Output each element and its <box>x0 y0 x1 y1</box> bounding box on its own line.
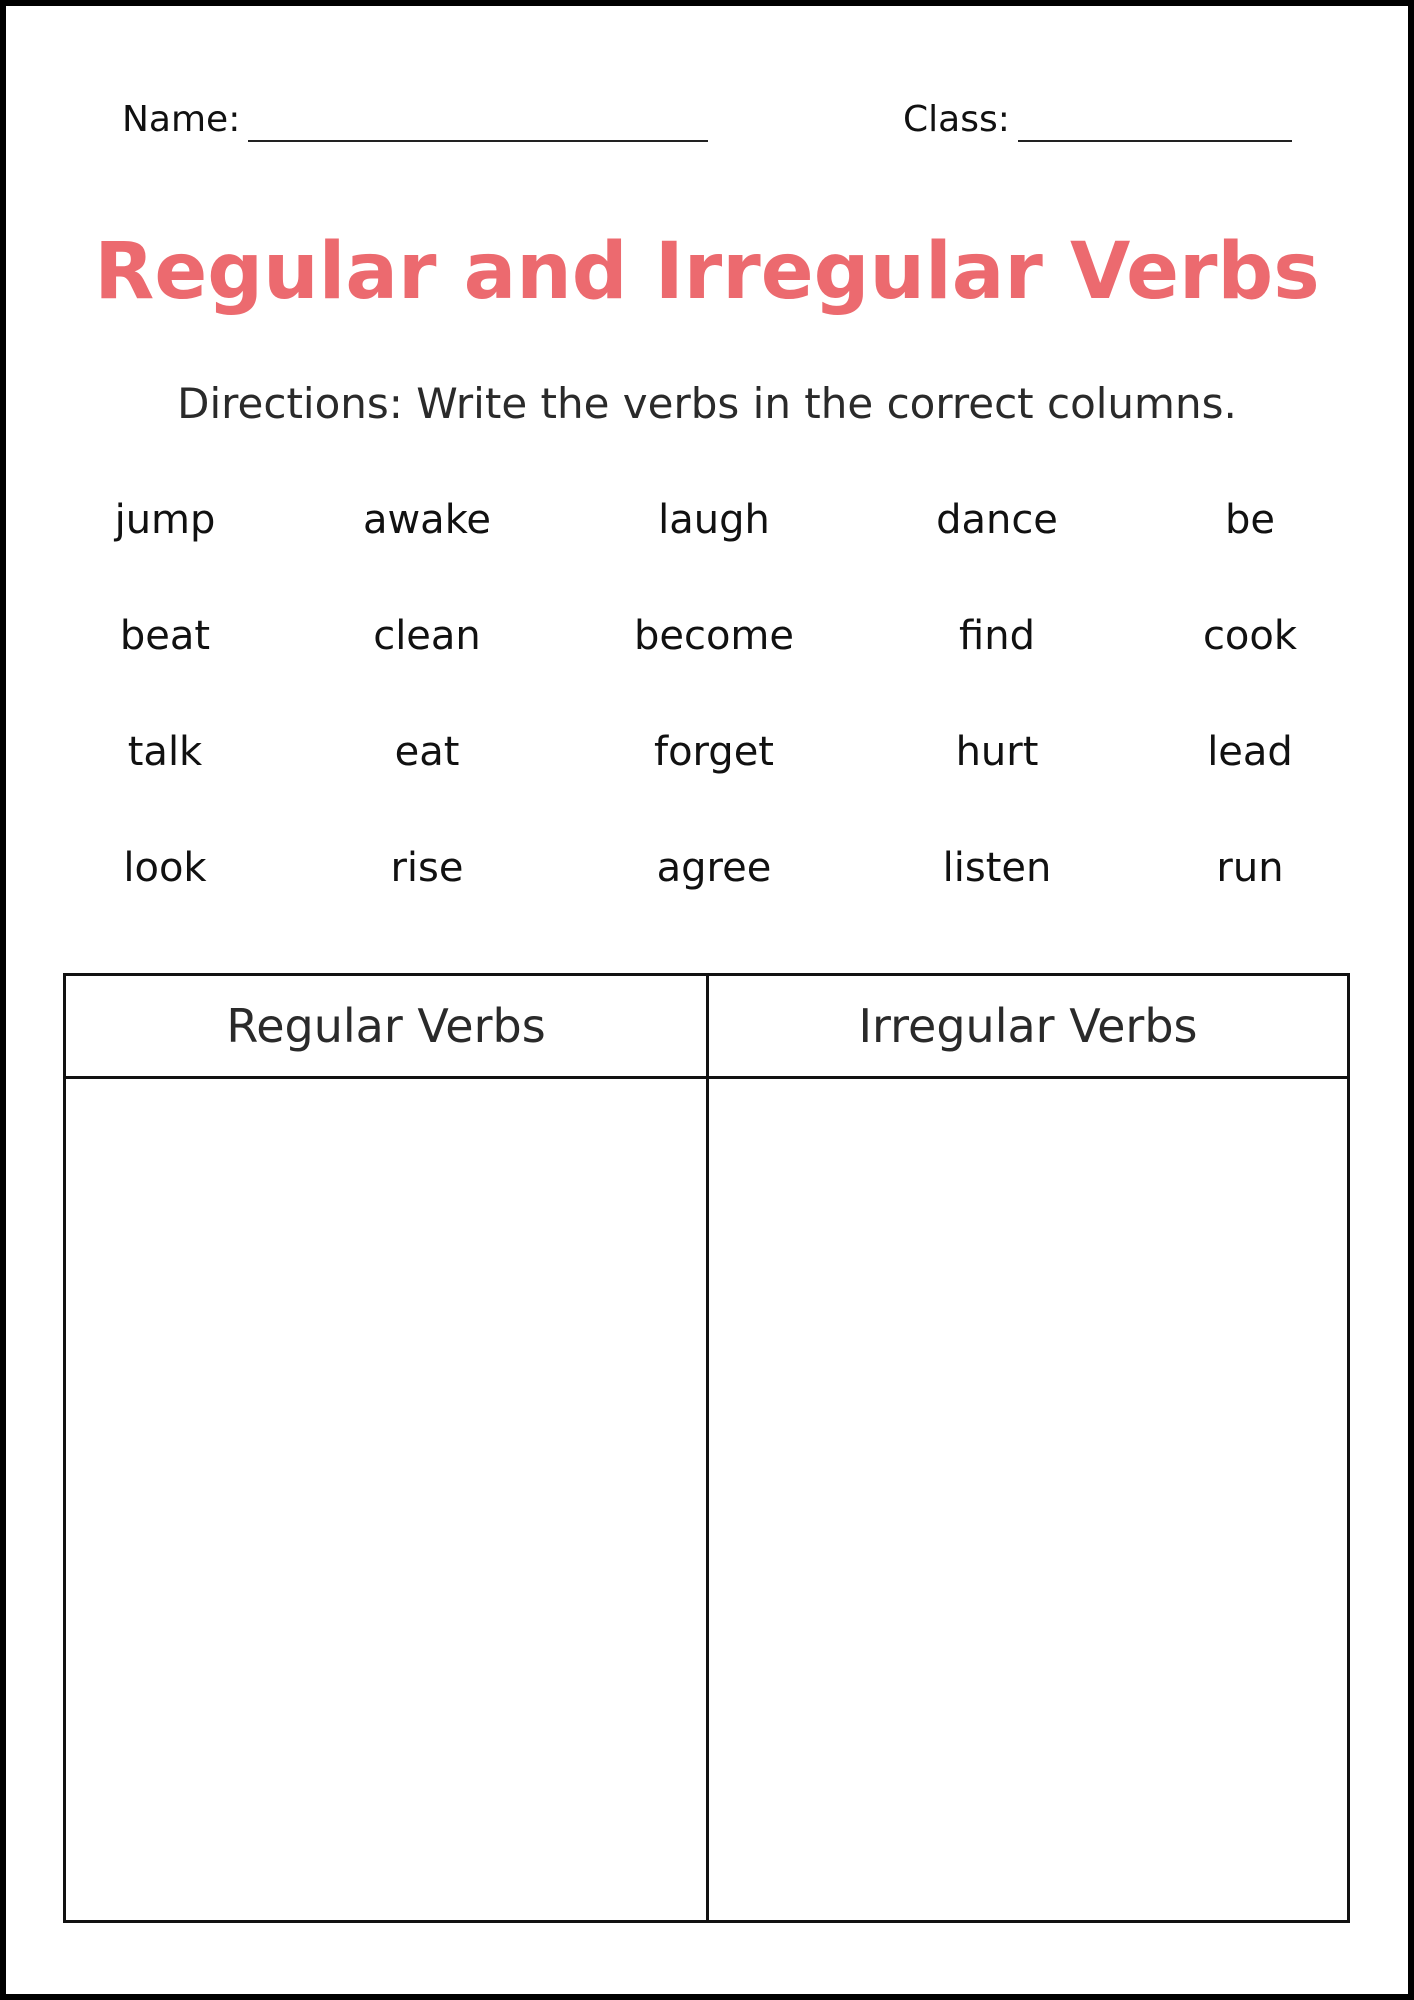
word-bank-item: awake <box>362 497 492 543</box>
name-input-line[interactable] <box>248 100 708 142</box>
class-label: Class: <box>903 99 1010 140</box>
word-bank-item: talk <box>127 729 203 775</box>
directions-text: Directions: Write the verbs in the correct columns. <box>177 379 1237 428</box>
regular-verbs-header: Regular Verbs <box>226 999 546 1053</box>
word-bank-item: rise <box>390 845 464 891</box>
irregular-verbs-writing-area[interactable] <box>709 1079 1347 1920</box>
word-bank-item: hurt <box>955 729 1039 775</box>
word-bank-item: be <box>1225 497 1275 543</box>
worksheet-title: Regular and Irregular Verbs <box>94 227 1320 317</box>
word-bank-item: find <box>959 613 1035 659</box>
word-bank-item: lead <box>1207 729 1293 775</box>
word-bank-item: become <box>633 613 795 659</box>
name-label: Name: <box>122 99 241 140</box>
irregular-verbs-header: Irregular Verbs <box>858 999 1198 1053</box>
sorting-table <box>63 973 1350 1923</box>
word-bank-item: dance <box>936 497 1058 543</box>
word-bank-item: listen <box>942 845 1052 891</box>
word-bank-item: agree <box>656 845 772 891</box>
word-bank-item: laugh <box>658 497 770 543</box>
name-field[interactable] <box>122 88 708 142</box>
word-bank-item: beat <box>119 613 211 659</box>
regular-verbs-writing-area[interactable] <box>66 1079 706 1920</box>
word-bank-item: look <box>123 845 207 891</box>
word-bank-item: run <box>1216 845 1284 891</box>
word-bank <box>0 490 1414 954</box>
word-bank-item: eat <box>394 729 460 775</box>
word-bank-item: jump <box>114 497 216 543</box>
class-input-line[interactable] <box>1018 100 1292 142</box>
class-field[interactable] <box>903 88 1292 142</box>
word-bank-item: clean <box>373 613 481 659</box>
word-bank-item: cook <box>1202 613 1298 659</box>
word-bank-item: forget <box>654 729 774 775</box>
